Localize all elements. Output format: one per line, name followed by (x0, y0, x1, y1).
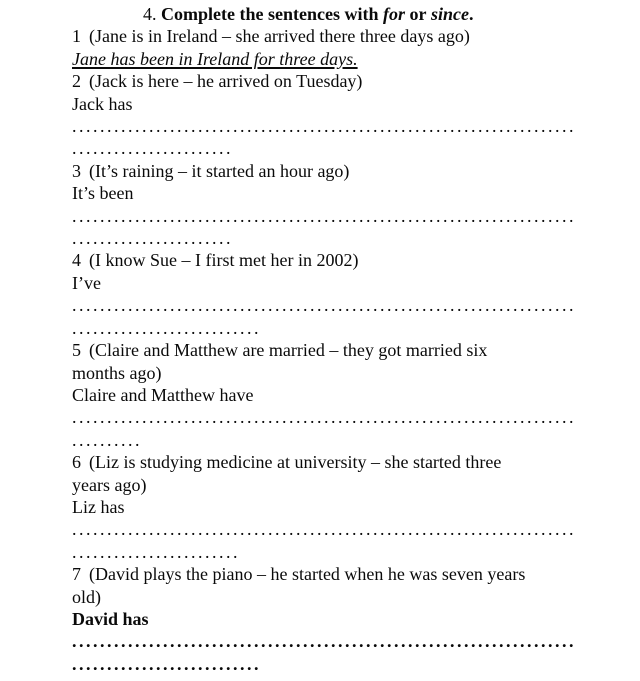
item-5-number: 5 (72, 340, 81, 361)
item-6-stem: Liz has (72, 496, 125, 517)
title-text: Complete the sentences with (161, 4, 379, 24)
item-6-number: 6 (72, 452, 81, 473)
item-6-answer-line-short: ........................ (72, 541, 240, 562)
item-2-answer-line-short: ....................... (72, 138, 233, 159)
item-3-number: 3 (72, 160, 81, 181)
item-6-prompt-text-line1: (Liz is studying medicine at university – she started three (89, 452, 502, 473)
item-3-prompt (72, 160, 640, 182)
item-4-stem: I’ve (72, 272, 101, 293)
title-since-word: since (430, 4, 469, 24)
item-1-prompt-text: (Jane is in Ireland – she arrived there three days ago) (89, 26, 470, 47)
item-7-answer-line-short: ........................... (72, 653, 261, 674)
item-4-number: 4 (72, 250, 81, 271)
item-3-answer-line-long: ........................................................................ (72, 205, 576, 226)
item-7-prompt-text-line1: (David plays the piano – he started when he was seven years (89, 564, 526, 585)
item-6-prompt-line1 (72, 451, 640, 473)
item-5-answer-line-short: .......... (72, 429, 142, 450)
item-5-prompt-line1 (72, 339, 640, 361)
item-3-stem: It’s been (72, 183, 134, 204)
item-7-stem: David has (72, 608, 149, 629)
exercise-title (143, 3, 640, 25)
item-4-answer-line-long: ........................................................................ (72, 295, 576, 316)
item-3-prompt-text: (It’s raining – it started an hour ago) (89, 160, 350, 181)
item-4-answer-line-short: ........................... (72, 317, 261, 338)
item-7-number: 7 (72, 564, 81, 585)
item-5-stem: Claire and Matthew have (72, 384, 254, 405)
item-2-number: 2 (72, 71, 81, 92)
item-1-example-answer: Jane has been in Ireland for three days. (72, 48, 358, 69)
item-4-prompt (72, 249, 640, 271)
item-3-answer-line-short: ....................... (72, 228, 233, 249)
item-2-prompt-text: (Jack is here – he arrived on Tuesday) (89, 71, 363, 92)
item-2-answer-line-long: ........................................................................ (72, 116, 576, 137)
item-6-prompt-line2: years ago) (72, 474, 147, 495)
item-7-prompt-line2: old) (72, 586, 101, 607)
item-5-prompt-line2: months ago) (72, 362, 162, 383)
item-2-stem: Jack has (72, 93, 133, 114)
item-1-prompt (72, 25, 640, 47)
exercise-number: 4. (143, 4, 157, 24)
item-7-prompt-line1 (72, 563, 640, 585)
item-1-number: 1 (72, 26, 81, 47)
item-4-prompt-text: (I know Sue – I first met her in 2002) (89, 250, 359, 271)
item-6-answer-line-long: ........................................................................ (72, 519, 576, 540)
title-for-word: for (382, 4, 405, 24)
item-5-answer-line-long: ........................................................................ (72, 407, 576, 428)
item-2-prompt (72, 70, 640, 92)
item-5-prompt-text-line1: (Claire and Matthew are married – they got married six (89, 340, 488, 361)
item-7-answer-line-long: ........................................................................ (72, 631, 576, 652)
title-period: . (468, 4, 474, 24)
title-or-word: or (409, 4, 427, 24)
